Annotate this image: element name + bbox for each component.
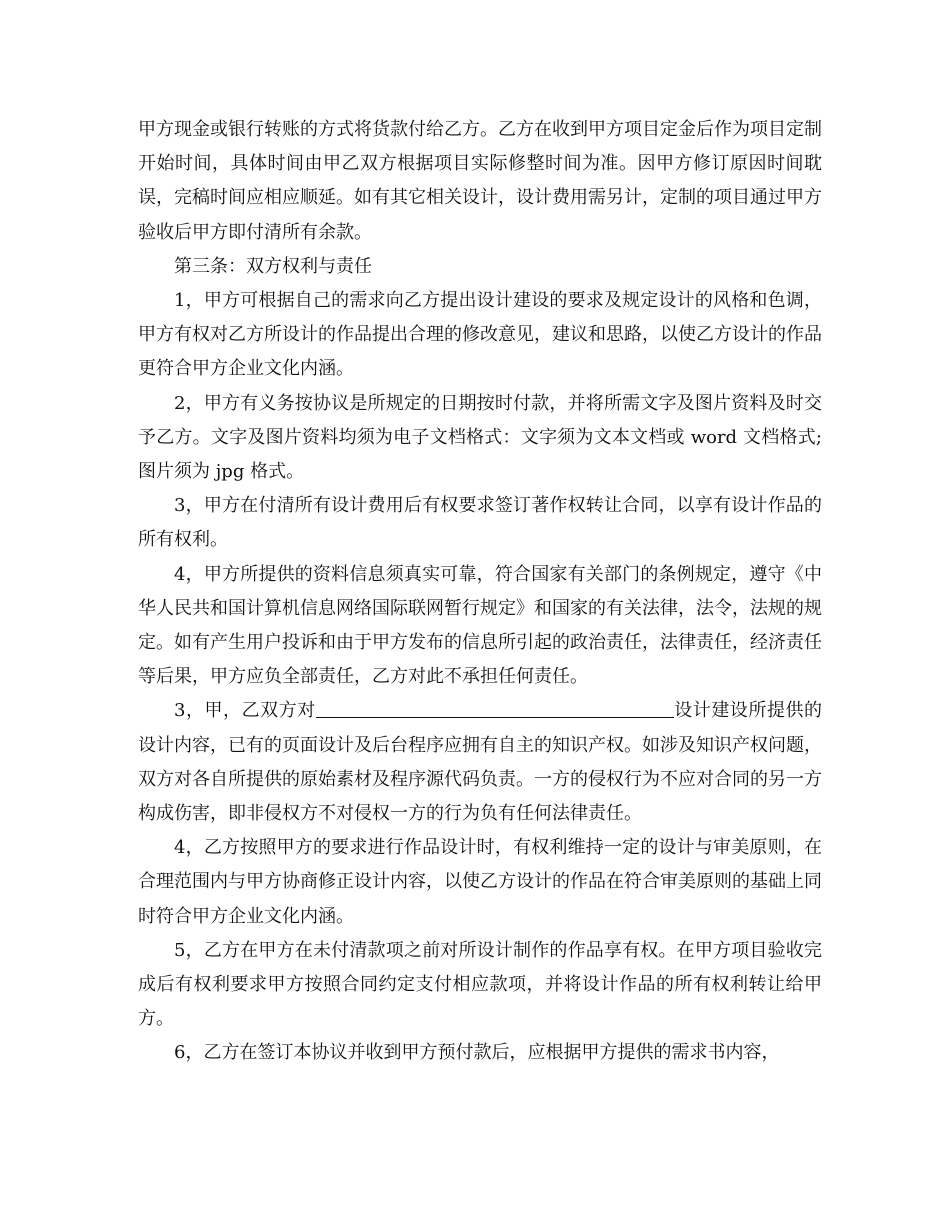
document-body [138,113,822,1071]
clause-party-a-2: 2，甲方有义务按协议是所规定的日期按时付款，并将所需文字及图片资料及时交予乙方。文字及图片资料均须为电子文档格式：文字须为文本文档或 word 文档格式;图片须为 jpg 格式。 [138,392,822,483]
section-heading-article-3: 第三条：双方权利与责任 [174,255,372,277]
clause-party-a-4: 4，甲方所提供的资料信息须真实可靠，符合国家有关部门的条例规定，遵守《中华人民共和国计算机信息网络国际联网暂行规定》和国家的有关法律，法令，法规的规定。如有产生用户投诉和由于甲方发布的信息所引起的政治责任，法律责任，经济责任等后果，甲方应负全部责任，乙方对此不承担任何责任。 [138,563,822,688]
clause-both-parties-3 [138,694,822,831]
clause-party-b-6: 6，乙方在签订本协议并收到甲方预付款后，应根据甲方提供的需求书内容， [174,1042,780,1064]
paragraph-payment-continuation: 甲方现金或银行转账的方式将货款付给乙方。乙方在收到甲方项目定金后作为项目定制开始时间，具体时间由甲乙双方根据项目实际修整时间为准。因甲方修订原因时间耽误，完稿时间应相应顺延。如有其它相关设计，设计费用需另计，定制的项目通过甲方验收后甲方即付清所有余款。 [138,119,822,243]
clause-party-a-3: 3，甲方在付清所有设计费用后有权要求签订著作权转让合同，以享有设计作品的所有权利。 [138,495,822,551]
clause-party-b-4: 4，乙方按照甲方的要求进行作品设计时，有权利维持一定的设计与审美原则，在合理范围内与甲方协商修正设计内容，以使乙方设计的作品在符合审美原则的基础上同时符合甲方企业文化内涵。 [138,837,822,927]
clause-party-b-5: 5，乙方在甲方在未付清款项之前对所设计制作的作品享有权。在甲方项目验收完成后有权利要求甲方按照合同约定支付相应款项，并将设计作品的所有权利转让给甲方。 [138,939,822,1030]
clause-party-a-1: 1，甲方可根据自己的需求向乙方提出设计建设的要求及规定设计的风格和色调，甲方有权对乙方所设计的作品提出合理的修改意见，建议和思路，以使乙方设计的作品更符合甲方企业文化内涵。 [138,290,822,380]
fill-in-blank-line[interactable] [316,716,674,718]
clause-both-parties-3-rest: 设计建设所提供的设计内容，已有的页面设计及后台程序应拥有自主的知识产权。如涉及知识产权问题，双方对各自所提供的原始素材及程序源代码负责。一方的侵权行为不应对合同的另一方构成伤害，即非侵权方不对侵权一方的行为负有任何法律责任。 [138,700,823,825]
clause-both-parties-3-lead: 3，甲，乙双方对 [174,700,316,722]
